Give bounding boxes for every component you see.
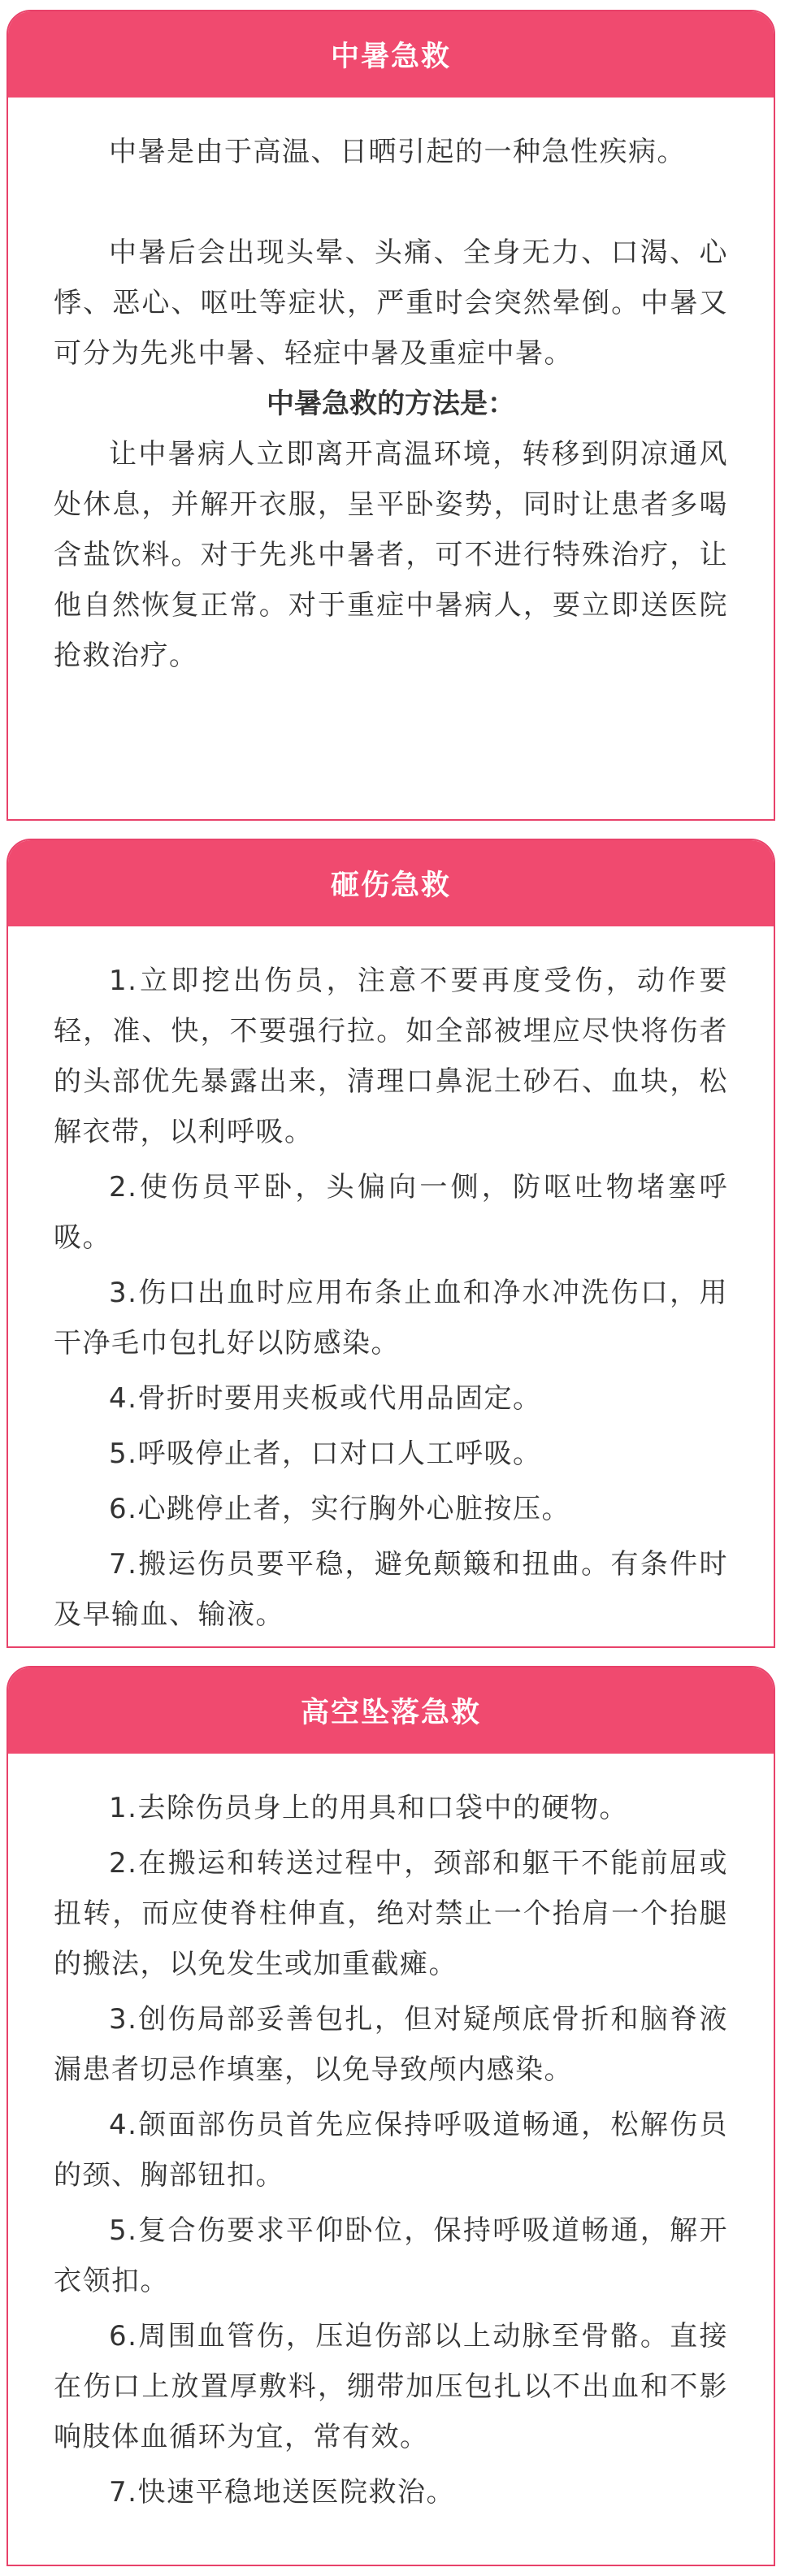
- list-item: 6.周围血管伤，压迫伤部以上动脉至骨骼。直接在伤口上放置厚敷料，绷带加压包扎以不出血和不影响肢体血循环为宜，常有效。: [54, 2320, 728, 2453]
- section-header: [8, 1667, 774, 1754]
- method-paragraph: 让中暑病人立即离开高温环境，转移到阴凉通风处休息，并解开衣服，呈平卧姿势，同时让患者多喝含盐饮料。对于先兆中暑者，可不进行特殊治疗，让他自然恢复正常。对于重症中暑病人，要立即送医院抢救治疗。: [54, 438, 728, 672]
- paragraph: 中暑后会出现头晕、头痛、全身无力、口渴、心悸、恶心、呕吐等症状，严重时会突然晕倒。中暑又可分为先兆中暑、轻症中暑及重症中暑。: [54, 236, 728, 370]
- list-item: 2.使伤员平卧，头偏向一侧，防呕吐物堵塞呼吸。: [54, 1171, 728, 1254]
- list-item: 2.在搬运和转送过程中，颈部和躯干不能前屈或扭转，而应使脊柱伸直，绝对禁止一个抬肩一个抬腿的搬法，以免发生或加重截瘫。: [54, 1847, 728, 1980]
- section-title: 高空坠落急救: [300, 1697, 481, 1729]
- method-subheading: 中暑急救的方法是：: [267, 388, 515, 420]
- list-item: 1.去除伤员身上的用具和口袋中的硬物。: [109, 1792, 628, 1824]
- section-body: [8, 98, 774, 681]
- fall-injury-section: [7, 1666, 775, 2566]
- list-item: 4.骨折时要用夹板或代用品固定。: [109, 1382, 542, 1415]
- paragraph-spacer: [54, 177, 728, 228]
- list-item: 5.呼吸停止者，口对口人工呼吸。: [109, 1438, 542, 1470]
- list-item: 3.伤口出血时应用布条止血和净水冲洗伤口，用干净毛巾包扎好以防感染。: [54, 1277, 728, 1360]
- list-item: 6.心跳停止者，实行胸外心脏按压。: [109, 1493, 570, 1525]
- section-body: [8, 1754, 774, 2517]
- section-title: 砸伤急救: [330, 870, 451, 902]
- paragraph: 中暑是由于高温、日晒引起的一种急性疾病。: [109, 136, 686, 168]
- list-item: 4.颌面部伤员首先应保持呼吸道畅通，松解伤员的颈、胸部钮扣。: [54, 2109, 728, 2192]
- list-item: 5.复合伤要求平仰卧位，保持呼吸道畅通，解开衣领扣。: [54, 2214, 728, 2297]
- list-item: 7.快速平稳地送医院救治。: [109, 2476, 455, 2509]
- section-header: [8, 840, 774, 926]
- list-item: 3.创伤局部妥善包扎，但对疑颅底骨折和脑脊液漏患者切忌作填塞，以免导致颅内感染。: [54, 2003, 728, 2086]
- section-header: [8, 11, 774, 98]
- list-item: 7.搬运伤员要平稳，避免颠簸和扭曲。有条件时及早输血、输液。: [54, 1548, 728, 1631]
- section-title: 中暑急救: [330, 41, 451, 73]
- heatstroke-section: [7, 10, 775, 821]
- section-body: [8, 926, 774, 1640]
- list-item: 1.立即挖出伤员，注意不要再度受伤，动作要轻，准、快，不要强行拉。如全部被埋应尽快将伤者的头部优先暴露出来，清理口鼻泥土砂石、血块，松解衣带，以利呼吸。: [54, 965, 728, 1148]
- crush-injury-section: [7, 839, 775, 1648]
